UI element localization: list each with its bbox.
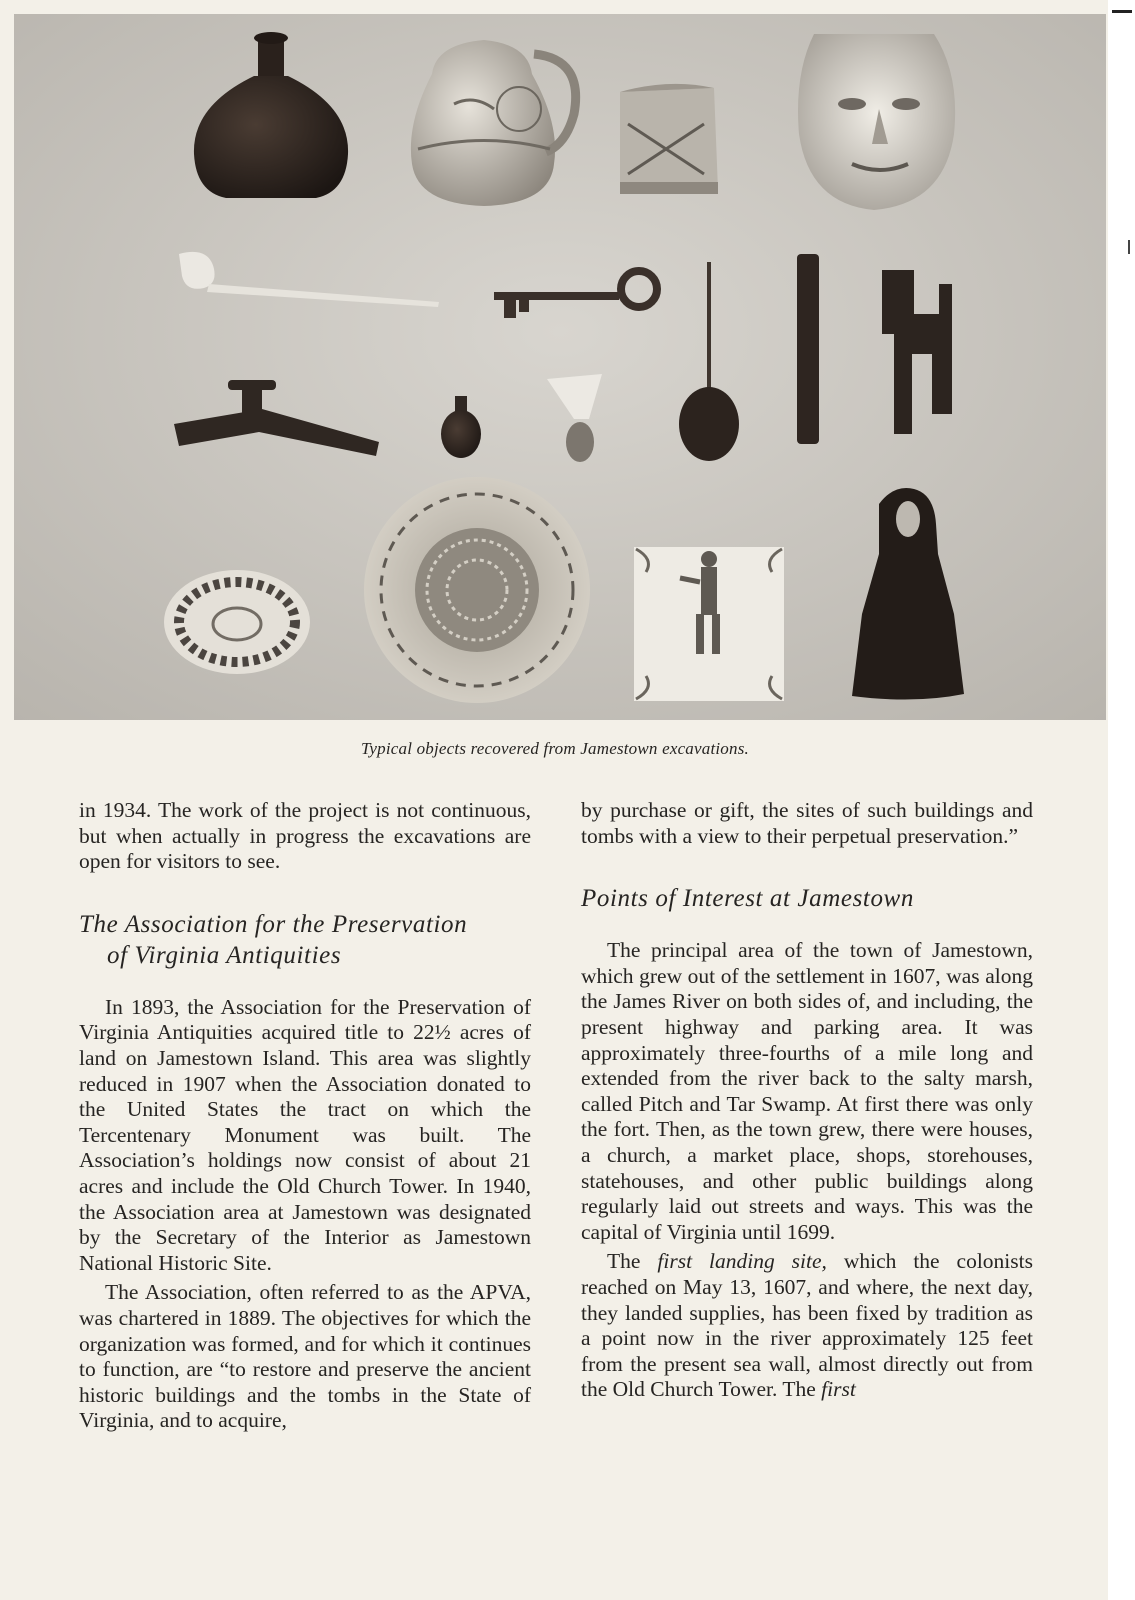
right-continued-paragraph: by purchase or gift, the sites of such buildings and tombs with a view to their perpetual preservation.”: [581, 798, 1033, 848]
first-landing-site-emphasis: first landing site,: [657, 1249, 827, 1274]
small-crock: [620, 84, 718, 194]
points-paragraph-1: The principal area of the town of Jamestown, which grew out of the settlement in 1607, was along the James River on both sides of, and including, the present highway and parking area. It was approximately three-fourths of a mile long and extended from the river back to the salty marsh, called Pitch and Tar Swamp. At first there was only the fort. Then, as the town grew, there were houses, a church, a market place, shops, storehouses, statehouses, and other public buildings along regularly laid out streets and ways. This was the capital of Virginia until 1699.: [581, 938, 1033, 1244]
left-column: [79, 798, 531, 1434]
points-paragraph-2: [581, 1249, 1033, 1403]
figure-caption: Typical objects recovered from Jamestown excavations.: [361, 739, 749, 758]
left-continued-paragraph: in 1934. The work of the project is not continuous, but when actually in progress the excavations are open for visitors to see.: [79, 798, 531, 874]
artifacts-photograph: [14, 14, 1106, 720]
section-heading-apva-line1: The Association for the Preservation: [79, 910, 468, 938]
scan-margin: [1108, 0, 1135, 1600]
right-column: [581, 798, 1033, 1403]
points-paragraph-2-body: which the colonists reached on May 13, 1607, and where, the next day, they landed supplies, has been fixed by tradition as a point now in the river approximately 125 feet from the present sea wall, almost directly out from the Old Church Tower. The: [581, 1249, 1033, 1402]
apva-paragraph-2: The Association, often referred to as the APVA, was chartered in 1889. The objectives for which the organization was formed, and for which it continues to function, are “to restore and preserve the ancient historic buildings and the tombs in the State of Virginia, and to acquire,: [79, 1280, 531, 1433]
scan-edge-tick: [1128, 240, 1130, 254]
slipware-dish: [364, 477, 590, 703]
apva-paragraph-1: In 1893, the Association for the Preservation of Virginia Antiquities acquired title to 22½ acres of land on Jamestown Island. This area was slightly reduced in 1907 when the Association donated to the United States the tract on which the Tercentenary Monument was built. The Association’s holdings now consist of about 21 acres and include the Old Church Tower. In 1940, the Association area at Jamestown was designated by the Secretary of the Interior as Jamestown National Historic Site.: [79, 994, 531, 1275]
scan-edge-mark: [1112, 10, 1132, 13]
trailing-first-emphasis: first: [821, 1377, 856, 1402]
iron-tool: [797, 254, 819, 444]
section-heading-apva-line2: of Virginia Antiquities: [107, 941, 342, 969]
section-heading-points-of-interest: Points of Interest at Jamestown: [581, 885, 914, 913]
delft-tile: [634, 547, 784, 701]
face-mask-fragment: [798, 34, 955, 210]
section-heading-apva: [79, 909, 531, 971]
points-paragraph-2-lead: The: [607, 1249, 658, 1274]
decorated-bowl: [164, 570, 310, 674]
